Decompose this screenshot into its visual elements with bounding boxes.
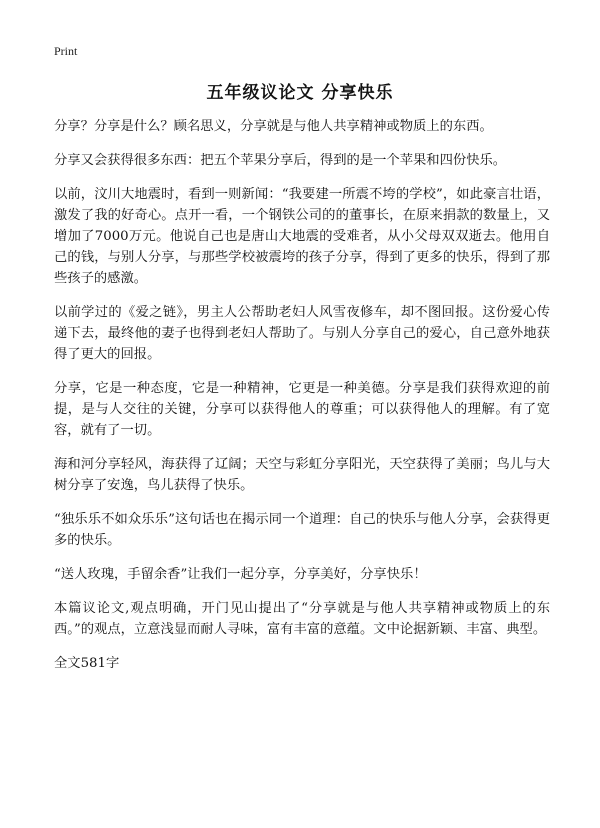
paragraph: “独乐乐不如众乐乐”这句话也在揭示同一个道理：自己的快乐与他人分享，会获得更多的快乐。: [54, 512, 550, 548]
paragraph: 分享又会获得很多东西：把五个苹果分享后，得到的是一个苹果和四份快乐。: [54, 153, 507, 168]
word-count: 全文581字: [54, 656, 120, 671]
paragraph: 分享？分享是什么？顾名思义，分享就是与他人共享精神或物质上的东西。: [54, 119, 493, 134]
paragraph: 分享，它是一种态度，它是一种精神，它更是一种美德。分享是我们获得欢迎的前提，是与人交往的关键，分享可以获得他人的尊重；可以获得他人的理解。有了宽容，就有了一切。: [54, 381, 550, 438]
paragraph: 海和河分享轻风，海获得了辽阔；天空与彩虹分享阳光，天空获得了美丽；鸟儿与大树分享了安逸，鸟儿获得了快乐。: [54, 457, 550, 493]
paragraph: “送人玫瑰，手留余香”让我们一起分享，分享美好，分享快乐！: [54, 567, 427, 582]
paragraph: 本篇议论文,观点明确，开门见山提出了“分享就是与他人共享精神或物质上的东西。”的观点，立意浅显而耐人寻味，富有丰富的意蕴。文中论据新颖、丰富、典型。: [54, 601, 550, 637]
print-link[interactable]: Print: [54, 44, 78, 58]
paragraph: 以前，汶川大地震时，看到一则新闻：“我要建一所震不垮的学校”，如此豪言壮语，激发了我的好奇心。点开一看，一个钢铁公司的的董事长，在原来捐款的数量上，又增加了7000万元。他说自己也是唐山大地震的受难者，从小父母双双逝去。他用自己的钱，与别人分享，与那些学校被震垮的孩子分享，得到了更多的快乐，得到了那些孩子的感激。: [54, 187, 550, 286]
paragraph: 以前学过的《爱之链》，男主人公帮助老妇人风雪夜修车，却不图回报。这份爱心传递下去，最终他的妻子也得到老妇人帮助了。与别人分享自己的爱心，自己意外地获得了更大的回报。: [54, 305, 550, 362]
page-title: 五年级议论文 分享快乐: [206, 83, 394, 103]
article-body: [54, 116, 550, 674]
